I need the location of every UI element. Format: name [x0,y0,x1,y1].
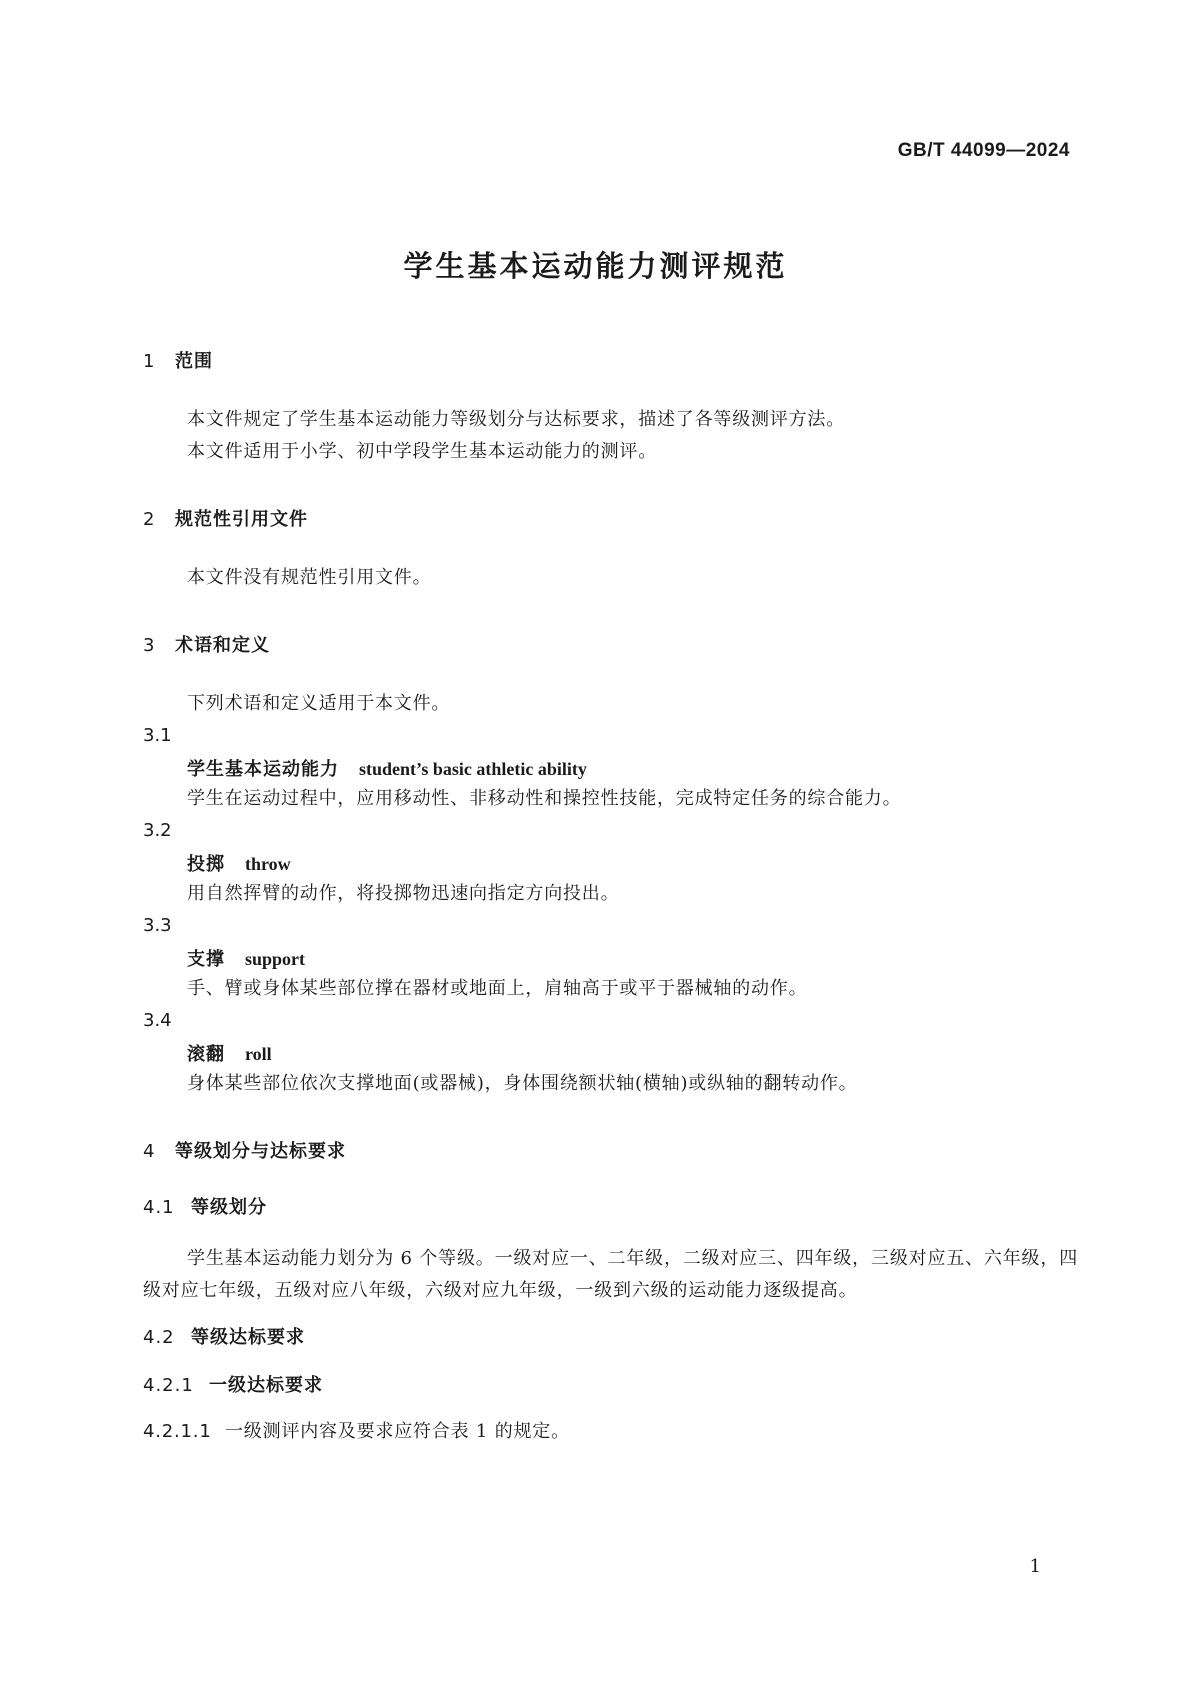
standard-code: GB/T 44099—2024 [897,140,1070,161]
term-entry [187,850,291,876]
section-title: 等级划分与达标要求 [175,1141,346,1162]
term-entry [187,755,587,781]
term-chinese: 学生基本运动能力 [187,759,339,780]
section-title: 术语和定义 [175,635,270,656]
term-english: support [245,949,306,969]
clause-number: 4.2.1.1 [143,1421,212,1442]
term-english: roll [245,1044,272,1064]
term-definition: 学生在运动过程中，应用移动性、非移动性和操控性技能，完成特定任务的综合能力。 [187,788,902,809]
subsection-4-2-heading [143,1323,305,1349]
subsection-4-2-1-heading [143,1371,323,1397]
subsection-number: 4.1 [143,1197,175,1218]
section-number: 3 [143,635,156,656]
paragraph: 本文件适用于小学、初中学段学生基本运动能力的测评。 [187,441,657,462]
term-number: 3.2 [143,820,172,841]
clause-4-2-1-1 [143,1416,570,1448]
section-number: 4 [143,1141,156,1162]
document-title: 学生基本运动能力测评规范 [403,249,788,283]
section-number: 1 [143,351,156,372]
subsection-4-1-heading [143,1193,267,1219]
term-number: 3.3 [143,915,172,936]
page-number: 1 [1029,1556,1041,1577]
section-title: 范围 [175,351,213,372]
term-number: 3.1 [143,725,172,746]
section-number: 2 [143,509,156,530]
section-1-heading [143,347,213,373]
term-number: 3.4 [143,1010,172,1031]
term-definition: 用自然挥臂的动作，将投掷物迅速向指定方向投出。 [187,883,620,904]
subsection-number: 4.2 [143,1327,175,1348]
subsection-title: 等级划分 [191,1197,267,1218]
term-entry [187,945,305,971]
term-chinese: 投掷 [187,854,225,875]
section-title: 规范性引用文件 [175,509,308,530]
paragraph: 学生基本运动能力划分为 6 个等级。一级对应一、二年级，二级对应三、四年级，三级对应五、六年级，四级对应七年级，五级对应八年级，六级对应九年级，一级到六级的运动能力逐级提高。 [143,1248,1078,1301]
clause-text: 一级测评内容及要求应符合表 1 的规定。 [225,1421,570,1442]
section-4-heading [143,1137,346,1163]
paragraph: 本文件没有规范性引用文件。 [187,567,432,588]
term-entry [187,1040,272,1066]
term-definition: 身体某些部位依次支撑地面(或器械)，身体围绕额状轴(横轴)或纵轴的翻转动作。 [187,1073,858,1094]
section-3-heading [143,631,270,657]
subsection-number: 4.2.1 [143,1375,194,1396]
term-english: student’s basic athletic ability [359,759,587,779]
term-definition: 手、臂或身体某些部位撑在器材或地面上，肩轴高于或平于器械轴的动作。 [187,978,808,999]
subsection-title: 一级达标要求 [209,1375,323,1396]
paragraph: 本文件规定了学生基本运动能力等级划分与达标要求，描述了各等级测评方法。 [187,409,845,430]
term-chinese: 滚翻 [187,1044,225,1065]
term-english: throw [245,854,291,874]
term-chinese: 支撑 [187,949,225,970]
section-2-heading [143,505,308,531]
paragraph: 下列术语和定义适用于本文件。 [187,693,451,714]
subsection-title: 等级达标要求 [191,1327,305,1348]
